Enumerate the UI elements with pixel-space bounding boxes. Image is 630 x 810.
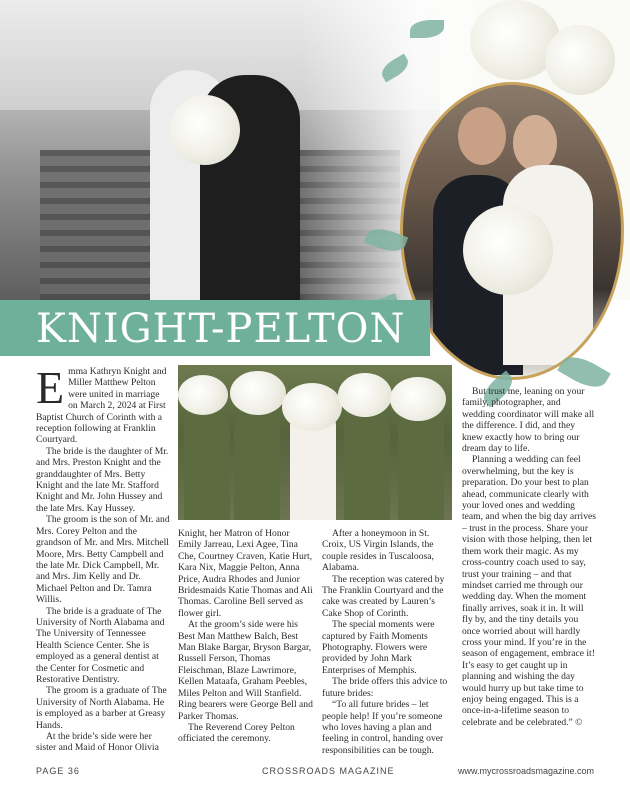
paragraph: The bride is the daughter of Mr. and Mrs. Preston Knight and the granddaughter of Mrs. Betty Knight and the late Mr. Stafford Knight and Mr. John Hussey and the late Mrs. Kay Hussey. [36,445,169,514]
paragraph: The groom is a graduate of The University of North Alabama. He is employed as a barber at Greasy Hands. [36,685,167,731]
article-headline: KNIGHT-PELTON [36,306,406,352]
couple-portrait-oval [400,82,624,380]
paragraph: But trust me, leaning on your family, photographer, and wedding coordinator will make all the difference. I did, and they knew exactly how to bring our dream day to life. [462,386,595,455]
paragraph: The Reverend Corey Pelton officiated the ceremony. [178,721,295,745]
paragraph: “To all future brides – let people help! If you’re someone who loves having a plan and feeling in control, handing over responsibilities can be tough. [322,699,444,756]
paragraph: The special moments were captured by Faith Moments Photography. Flowers were provided by John Mark Enterprises of Memphis. [322,619,435,676]
paragraph: Knight, her Matron of Honor Emily Jarreau, Lexi Agee, Tina Che, Courtney Craven, Katie Hurt, Kara Nix, Maggie Pelton, Anna Price, Audra Rhodes and Junior Bridesmaids Katie Thomas and Ali Thomas. Caroline Bell served as flower girl. [178,528,313,619]
article-column-4 [462,386,596,728]
article-column-3 [322,528,450,756]
paragraph: After a honeymoon in St. Croix, US Virgin Islands, the couple resides in Tuscaloosa, Alabama. [322,528,434,574]
drop-cap: E [36,362,65,413]
bridesmaids-bouquets-photo [178,365,452,520]
page-footer [36,766,594,780]
paragraph: At the groom’s side were his Best Man Matthew Balch, Best Man Blake Bargar, Bryson Bargar, Russell Ferson, Thomas Fleischman, Blaze Lawrimore, Kellen Mataafa, Graham Peebles, Miles Pelton and Will Stanfield. Ring bearers were George Bell and Parker Thomas. [178,619,313,722]
paragraph: Planning a wedding can feel overwhelming, but the key is preparation. Do your best to plan ahead, communicate clearly with your loved ones and wedding team, and when the big day arrives – trust in the process. Share your vision with those helping, then let them work their magic. As my cross-country coach used to say, trust your training – and that mindset carried me through our wedding day. When the moment finally arrives, soak it in. It will fly by, and the tiny details you once worried about will hardly cross your mind. If you’re in the season of engagement, embrace it! It’s easy to get caught up in planning and wishing the day would hurry up but take time to enjoy being engaged. This is a once-in-a-lifetime season to celebrate and be celebrated.” © [462,454,596,728]
magazine-url: www.mycrossroadsmagazine.com [457,766,594,776]
article-column-1 [36,362,170,754]
paragraph: The groom is the son of Mr. and Mrs. Corey Pelton and the grandson of Mr. and Mrs. Mitchell Moore, Mrs. Betty Campbell and the late Mr. Dick Campbell, Mr. and Mrs. Jim Kelly and Dr. Michael Pelton and Dr. Tamra Willis. [36,514,170,606]
paragraph: The bride offers this advice to future brides: [322,676,448,699]
article-column-2 [178,528,314,745]
page-number: PAGE 36 [36,766,80,776]
paragraph: Emma Kathryn Knight and Miller Matthew Pelton were united in marriage on March 2, 2024 at First Baptist Church of Corinth with a reception following at Franklin Courtyard. [36,362,167,446]
paragraph: The bride is a graduate of The University of North Alabama and The University of Tennessee Health Science Center. She is employed as a general dentist at the Center for Cosmetic and Restorative Dentistry. [36,605,165,685]
magazine-name: CROSSROADS MAGAZINE [262,766,395,776]
paragraph: At the bride’s side were her sister and Maid of Honor Olivia [36,731,159,754]
paragraph: The reception was catered by The Franklin Courtyard and the cake was created by Lauren’s Cake Shop of Corinth. [322,573,445,619]
